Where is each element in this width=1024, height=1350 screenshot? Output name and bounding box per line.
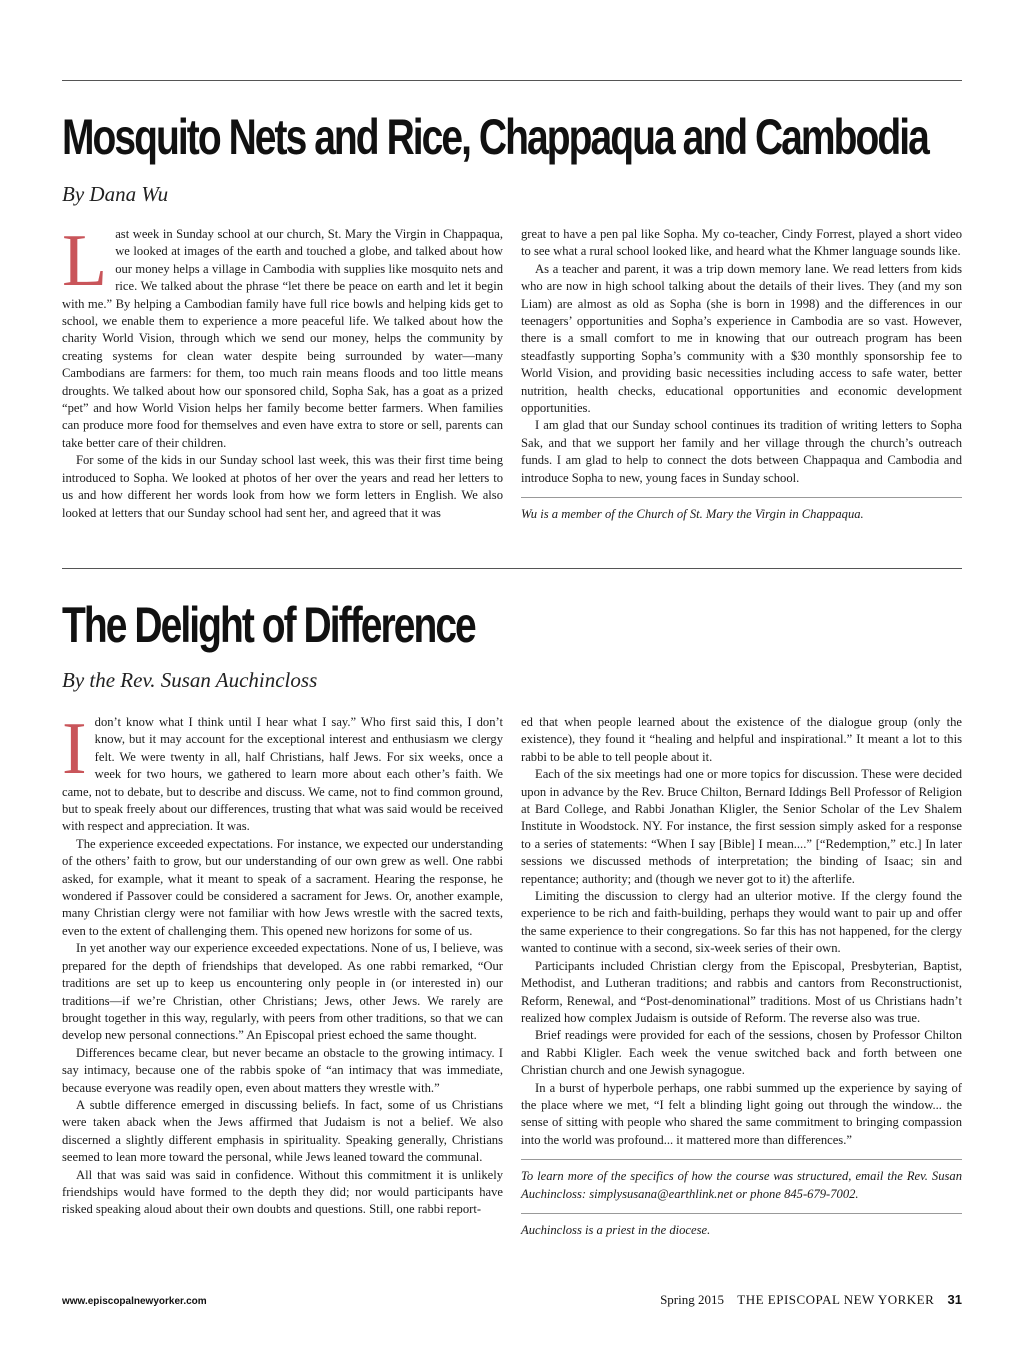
article2-right-column <box>521 714 962 1239</box>
article2-paragraph: In a burst of hyperbole perhaps, one rabbi summed up the experience by saying of the place where we met, “I felt a blinding light going out through the window... the sense of sitting with people who shared the same commitment to bringing compassion into the world was profound... it mattered more than differences.” <box>521 1080 962 1147</box>
article2-paragraph: Each of the six meetings had one or more topics for discussion. These were decided upon in advance by the Rev. Bruce Chilton, Bernard Iddings Bell Professor of Religion at Bard College, and Rabbi Jonathan Kligler, the Senior Scholar of the Lev Shalem Institute in Woodstock. NY. For instance, the first session simply asked for a response to a series of statements: “When I say [Bible] I mean....” [“Redemption,” etc.] In later sessions we discussed methods of interpretation; the binding of Isaac; sin and repentance; authority; and (though we never got to it) the afterlife. <box>521 767 962 886</box>
paragraph-text: ast week in Sunday school at our church, St. Mary the Virgin in Chappaqua, we looked at images of the earth and touched a globe, and talked about how our money helps a village in Cambodia with supplies like mosquito nets and rice. We talked about the phrase “let there be peace on earth and let it begin with me.” By helping a Cambodian family have full rice bowls and helping kids get to school, we enable them to experience a more peaceful life. We talked about how the charity World Vision, through which we send our money, helps the community by creating systems for clean water despite being surrounded by water—many Cambodians are farmers: for them, too much rain means floods and too little means droughts. We talked about how our sponsored child, Sopha Sak, has a goat as a prized “pet” and how World Vision helps her family become better farmers. When families can produce more food for themselves and even have extra to store or sell, parents can take better care of their children. <box>62 227 503 450</box>
article2-paragraph: Differences became clear, but never became an obstacle to the growing intimacy. I say intimacy, because one of the rabbis spoke of “an intimacy that was immediate, because everyone was readily open, even about matters they wrestle with.” <box>62 1045 503 1095</box>
note-divider <box>521 1213 962 1214</box>
article2-dropcap: I <box>62 708 87 790</box>
article2-left-column <box>62 708 503 1219</box>
article1-paragraph: great to have a pen pal like Sopha. My co-teacher, Cindy Forrest, played a short video to see what a rural school looked like, and heard what the Khmer language sounds like. <box>521 227 962 259</box>
article1-paragraph <box>62 220 503 452</box>
article1-headline: Mosquito Nets and Rice, Chappaqua and Cambodia <box>62 109 928 165</box>
article2-paragraph: Brief readings were provided for each of the sessions, chosen by Professor Chilton and Rabbi Kligler. Each week the venue switched back and forth between one Christian church and one Jewish synagogue. <box>521 1028 962 1078</box>
paragraph-text: don’t know what I think until I hear what I say.” Who first said this, I don’t know, but it may account for the exceptional interest and enthusiasm we clergy felt. We were twenty in all, half Christians, half Jews. For six weeks, once a week for two hours, we gathered to learn more about each other’s faith. We came, not to debate, but to describe and discuss. We came, not to find common ground, but to speak freely about our differences, trusting that what was said would be received with respect and appreciation. It was. <box>62 715 503 834</box>
article1-byline: By Dana Wu <box>62 182 169 206</box>
article2-paragraph <box>62 708 503 836</box>
article1-paragraph: For some of the kids in our Sunday school last week, this was their first time being introduced to Sopha. We looked at photos of her over the years and read her letters to us and how different her words look from how we form letters in English. We also looked at letters that our Sunday school had sent her, and agreed that it was <box>62 453 503 520</box>
article2-contact-note: To learn more of the specifics of how the course was structured, email the Rev. Susan Auchincloss: simplysusana@earthlink.net or phone 845-679-7002. <box>521 1169 962 1201</box>
article2-author-note: Auchincloss is a priest in the diocese. <box>521 1222 711 1237</box>
note-divider <box>521 1159 962 1160</box>
section-rule <box>62 568 962 569</box>
footer-publication: THE EPISCOPAL NEW YORKER <box>737 1292 935 1307</box>
footer-info <box>660 1292 962 1308</box>
note-divider <box>521 497 962 498</box>
top-rule <box>62 80 962 81</box>
article2-paragraph: In yet another way our experience exceeded expectations. None of us, I believe, was prepared for the depth of friendships that developed. As one rabbi remarked, “Our traditions are set up to keep us encountering only people in (or interested in) our traditions—if we’re Christian, other Christians; Jews, other Jews. We rarely are brought together in this way, regularly, with peers from other traditions, so that we can develop new personal connections.” An Episcopal priest echoed the same thought. <box>62 941 503 1043</box>
article2-paragraph: The experience exceeded expectations. For instance, we expected our understanding of the others’ faith to grow, but our understanding of our own grew as well. One rabbi asked, for example, what it meant to speak of a sacrament. Hearing the response, he wondered if Passover could be considered a sacrament for Jews. Or, another example, many Christian clergy were not familiar with how Jews wrestle with the sacred texts, even to the extent of challenging them. This opened new horizons for some of us. <box>62 836 503 938</box>
page-number: 31 <box>947 1292 962 1307</box>
footer-website: www.episcopalnewyorker.com <box>62 1296 207 1307</box>
article2-paragraph: All that was said was said in confidence. Without this commitment it is unlikely friendships would have formed to the depth they did; nor would participants have risked speaking aloud about their own doubts and questions. Still, one rabbi report- <box>62 1167 503 1217</box>
article1-author-note: Wu is a member of the Church of St. Mary the Virgin in Chappaqua. <box>521 507 864 522</box>
footer-season: Spring 2015 <box>660 1292 724 1307</box>
article2-paragraph: Limiting the discussion to clergy had an ulterior motive. If the clergy found the experience to be rich and faith-building, perhaps they would want to pair up and offer the same experience to their congregations. So far this has not happened, for the clergy wanted to continue with a second, six-week series of their own. <box>521 889 962 956</box>
article1-dropcap: L <box>62 220 108 302</box>
article1-left-column <box>62 220 503 522</box>
article1-right-column <box>521 226 962 524</box>
article1-paragraph: I am glad that our Sunday school continues its tradition of writing letters to Sopha Sak, and that we support her family and her village through the church’s outreach funds. I am glad to help to connect the dots between Chappaqua and Cambodia and introduce Sopha to new, young faces in Sunday school. <box>521 418 962 485</box>
article2-paragraph: ed that when people learned about the existence of the dialogue group (only the existence), they found it “healing and helpful and inspirational.” It meant a lot to this rabbi to be able to tell people about it. <box>521 715 962 764</box>
article2-headline: The Delight of Difference <box>62 597 475 653</box>
article1-paragraph: As a teacher and parent, it was a trip down memory lane. We read letters from kids who are now in high school talking about the details of their lives. They (and my son Liam) are almost as old as Sopha (she is born in 1998) and the differences in our teenagers’ opportunities and Sopha’s experience in Cambodia are so vast. However, there is a small comfort to me in knowing that our outreach program has been steadfastly supporting Sopha’s community with a $30 monthly sponsorship fee to World Vision, and providing basic necessities including access to safe water, better nutrition, health checks, educational opportunities and economic development opportunities. <box>521 261 962 416</box>
article2-byline: By the Rev. Susan Auchincloss <box>62 668 318 692</box>
article2-paragraph: A subtle difference emerged in discussing beliefs. In fact, some of us Christians were taken aback when the Jews affirmed that Judaism is not a belief. We also discerned a slightly different emphasis in spirituality. Speaking generally, Christians seemed to lean more toward the personal, while Jews leaned toward the communal. <box>62 1097 503 1165</box>
article2-paragraph: Participants included Christian clergy from the Episcopal, Presbyterian, Baptist, Methodist, and Lutheran traditions; and rabbis and cantors from Reconstructionist, Reform, Renewal, and “Post-denominational” traditions. Most of us Christians hadn’t realized how complex Judaism is outside of Reform. The reverse also was true. <box>521 958 962 1025</box>
